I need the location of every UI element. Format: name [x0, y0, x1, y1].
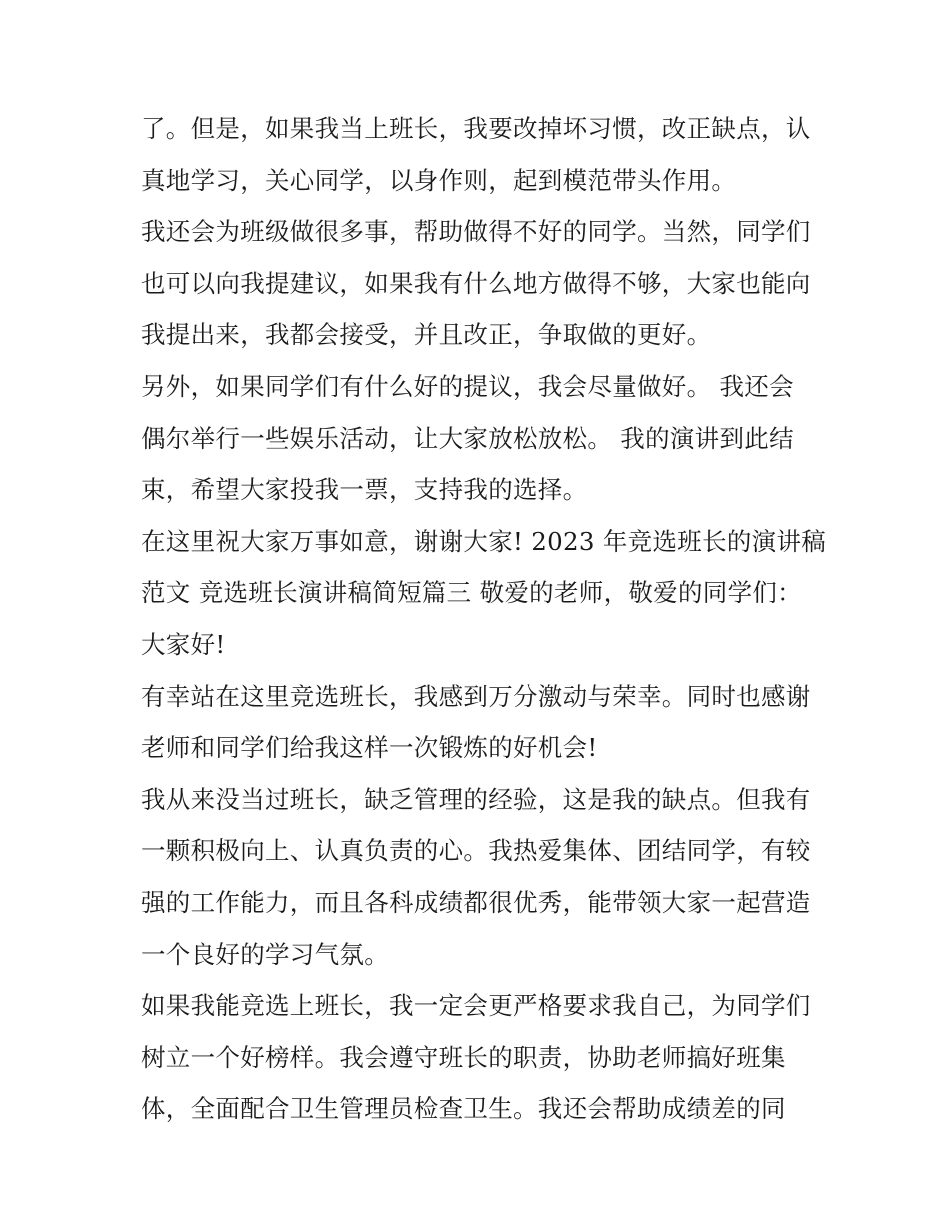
text-line: 一颗积极向上、认真负责的心。我热爱集体、团结同学，有较 — [141, 836, 811, 866]
text-line: 真地学习，关心同学，以身作则，起到模范带头作用。 — [141, 165, 737, 195]
text-line: 体，全面配合卫生管理员检查卫生。我还会帮助成绩差的同 — [141, 1094, 786, 1124]
text-line: 有幸站在这里竞选班长，我感到万分激动与荣幸。同时也感谢 — [141, 681, 811, 711]
text-line: 了。但是，如果我当上班长，我要改掉坏习惯，改正缺点，认 — [141, 114, 811, 143]
text-line: 树立一个好榜样。我会遵守班长的职责，协助老师搞好班集 — [141, 1042, 786, 1072]
text-line: 束，希望大家投我一票，支持我的选择。 — [141, 475, 588, 505]
text-line: 另外，如果同学们有什么好的提议，我会尽量做好。 我还会 — [141, 371, 794, 401]
text-line: 偶尔举行一些娱乐活动，让大家放松放松。 我的演讲到此结 — [141, 423, 794, 453]
document-body — [141, 103, 827, 1135]
text-line: 我从来没当过班长，缺乏管理的经验，这是我的缺点。但我有 — [141, 784, 811, 814]
text-line: 如果我能竞选上班长，我一定会更严格要求我自己，为同学们 — [141, 991, 811, 1021]
text-line: 我还会为班级做很多事，帮助做得不好的同学。当然，同学们 — [141, 217, 811, 247]
text-line: 我提出来，我都会接受，并且改正，争取做的更好。 — [141, 320, 712, 350]
text-line: 在这里祝大家万事如意，谢谢大家! 2023 年竞选班长的演讲稿 — [141, 526, 827, 556]
text-line: 一个良好的学习气氛。 — [141, 939, 389, 969]
text-line: 也可以向我提建议，如果我有什么地方做得不够，大家也能向 — [141, 268, 811, 298]
text-line: 老师和同学们给我这样一次锻炼的好机会! — [141, 733, 598, 763]
text-line: 大家好! — [141, 629, 226, 659]
text-line: 强的工作能力，而且各科成绩都很优秀，能带领大家一起营造 — [141, 887, 811, 917]
text-line: 范文 竞选班长演讲稿简短篇三 敬爱的老师，敬爱的同学们： — [141, 578, 802, 608]
